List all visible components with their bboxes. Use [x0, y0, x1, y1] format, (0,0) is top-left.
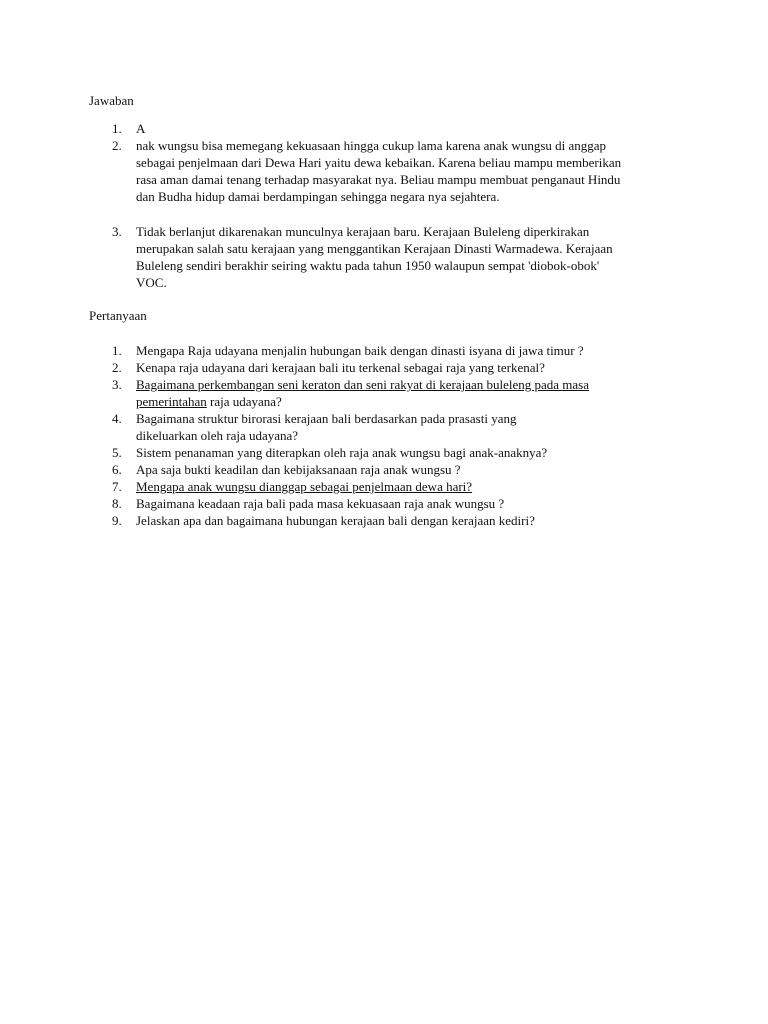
question-item-5	[0, 444, 768, 461]
question-number: 6.	[112, 462, 122, 477]
question-item-6	[0, 461, 768, 478]
question-number: 1.	[112, 343, 122, 358]
question-item-8	[0, 495, 768, 512]
answer-text: Tidak berlanjut dikarenakan munculnya kerajaan baru. Kerajaan Buleleng diperkirakan merupakan salah satu kerajaan yang menggantikan Kerajaan Dinasti Warmadewa. Kerajaan Buleleng sendiri berakhir seiring waktu pada tahun 1950 walaupun sempat 'diobok-obok' VOC.	[136, 224, 613, 290]
question-number: 8.	[112, 496, 122, 511]
jawaban-heading: Jawaban	[89, 93, 134, 108]
answer-text: nak wungsu bisa memegang kekuasaan hingga cukup lama karena anak wungsu di anggap sebagai penjelmaan dari Dewa Hari yaitu dewa kebaikan. Karena beliau mampu memberikan rasa aman damai tenang terhadap masyarakat nya. Beliau mampu membuat penganaut Hindu dan Budha hidup damai berdampingan sehingga negara nya sejahtera.	[136, 138, 622, 204]
question-text: Bagaimana keadaan raja bali pada masa kekuasaan raja anak wungsu ?	[136, 496, 505, 511]
answer-item-2	[0, 137, 768, 205]
question-text: Jelaskan apa dan bagaimana hubungan kerajaan bali dengan kerajaan kediri?	[136, 513, 535, 528]
answer-number: 2.	[112, 138, 122, 153]
answers-list	[0, 120, 768, 291]
question-number: 5.	[112, 445, 122, 460]
question-item-4	[0, 410, 768, 444]
question-number: 4.	[112, 411, 122, 426]
question-number: 7.	[112, 479, 122, 494]
question-number: 2.	[112, 360, 122, 375]
question-text	[136, 376, 626, 410]
question-text: Apa saja bukti keadilan dan kebijaksanaan raja anak wungsu ?	[136, 462, 461, 477]
answer-item-3	[0, 223, 768, 291]
list-spacer	[0, 205, 768, 223]
question-text: Kenapa raja udayana dari kerajaan bali itu terkenal sebagai raja yang terkenal?	[136, 360, 545, 375]
pertanyaan-heading: Pertanyaan	[89, 308, 147, 323]
question-text: Mengapa Raja udayana menjalin hubungan baik dengan dinasti isyana di jawa timur ?	[136, 343, 584, 358]
question-item-1	[0, 342, 768, 359]
question-text-rest: raja udayana?	[206, 394, 282, 409]
question-text	[136, 478, 626, 495]
question-item-7	[0, 478, 768, 495]
answer-number: 1.	[112, 121, 122, 136]
question-item-3	[0, 376, 768, 410]
question-item-2	[0, 359, 768, 376]
underlined-text: Mengapa anak wungsu dianggap sebagai penjelmaan dewa hari?	[136, 479, 473, 494]
questions-list	[0, 342, 768, 529]
question-number: 9.	[112, 513, 122, 528]
answer-text: A	[136, 121, 146, 136]
question-text: Bagaimana struktur birorasi kerajaan bali berdasarkan pada prasasti yang dikeluarkan oleh raja udayana?	[136, 411, 517, 443]
question-number: 3.	[112, 377, 122, 392]
answer-item-1	[0, 120, 768, 137]
underlined-text: Bagaimana perkembangan seni keraton dan seni rakyat di kerajaan buleleng pada masa pemerintahan	[136, 377, 590, 409]
question-item-9	[0, 512, 768, 529]
answer-number: 3.	[112, 224, 122, 239]
question-text: Sistem penanaman yang diterapkan oleh raja anak wungsu bagi anak-anaknya?	[136, 445, 548, 460]
